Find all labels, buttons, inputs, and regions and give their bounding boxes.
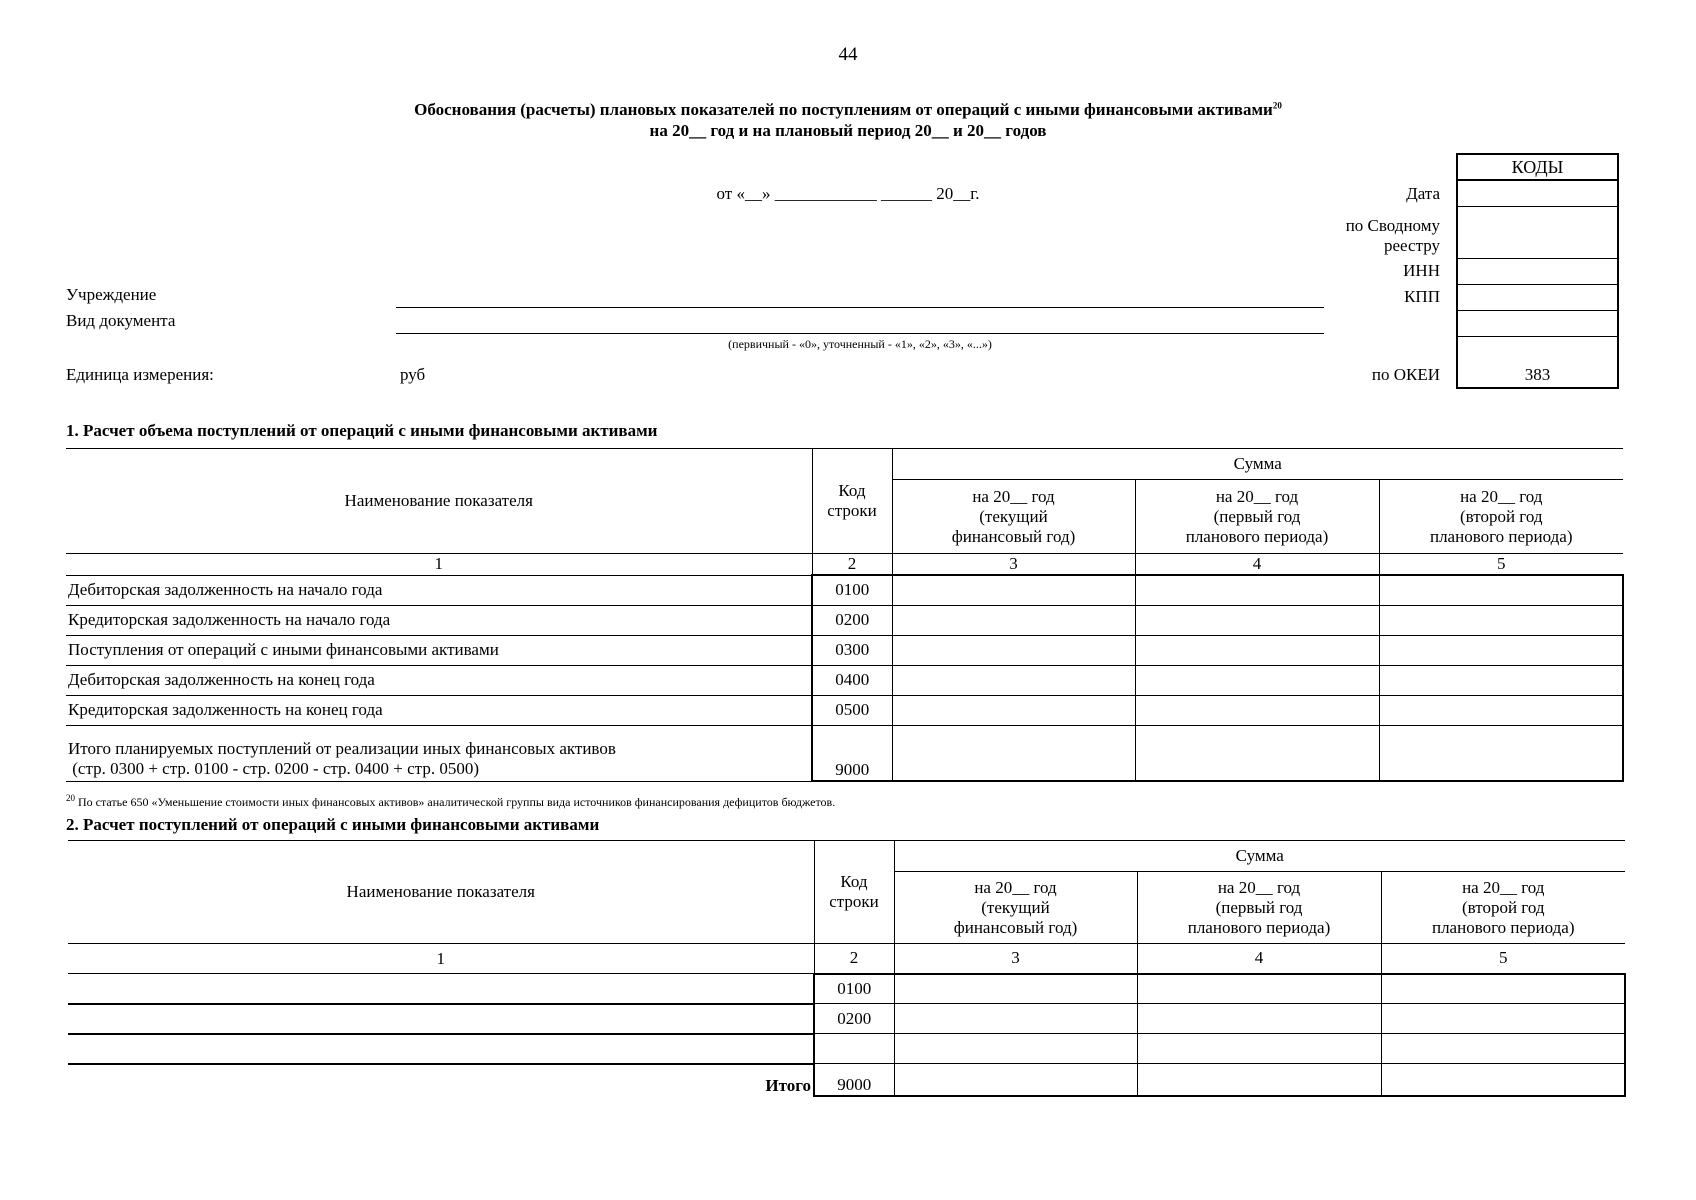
- table-row: [68, 1034, 1625, 1064]
- s2-cell-col4[interactable]: [1137, 974, 1381, 1004]
- code-kpp-field[interactable]: [1458, 285, 1617, 311]
- s2-row-code: [814, 1034, 894, 1064]
- s2-header-col5: на 20__ год (второй год планового периода): [1381, 872, 1625, 944]
- footnote: [66, 795, 835, 810]
- section2-table: [68, 840, 1626, 1097]
- s2-row-name[interactable]: [68, 1004, 814, 1034]
- table-row: [66, 665, 1623, 695]
- label-institution: Учреждение: [66, 285, 157, 304]
- s2-row-code: 0100: [814, 974, 894, 1004]
- institution-field-line[interactable]: [396, 307, 1324, 308]
- s1-total-col5[interactable]: [1379, 725, 1623, 781]
- s2-cell-col5[interactable]: [1381, 1034, 1625, 1064]
- codes-box: [1456, 153, 1619, 389]
- s2-cell-col4[interactable]: [1137, 1034, 1381, 1064]
- form-title-text: Обоснования (расчеты) плановых показателей по поступлениям от операций с иными финансовыми активами: [414, 100, 1273, 119]
- s1-cell-col4[interactable]: [1135, 695, 1379, 725]
- s2-header-name: Наименование показателя: [68, 841, 814, 944]
- s1-cell-col3[interactable]: [892, 635, 1135, 665]
- s1-colnum-5: 5: [1379, 554, 1623, 576]
- s2-cell-col3[interactable]: [894, 974, 1137, 1004]
- s2-row-name[interactable]: [68, 974, 814, 1004]
- label-svodny-line2: реестру: [1384, 236, 1440, 255]
- s2-colnum-1: 1: [68, 944, 814, 974]
- s2-colnum-4: 4: [1137, 944, 1381, 974]
- s2-total-code: 9000: [814, 1064, 894, 1096]
- label-svodny-line1: по Сводному: [1345, 216, 1440, 235]
- codes-header: КОДЫ: [1458, 155, 1617, 181]
- s1-row-code: 0200: [812, 605, 892, 635]
- page-number: 44: [838, 44, 858, 65]
- label-doctype: Вид документа: [66, 311, 176, 330]
- form-subtitle: на 20__ год и на плановый период 20__ и 20__ годов: [649, 121, 1047, 140]
- s1-header-col3: на 20__ год (текущий финансовый год): [892, 480, 1135, 554]
- s1-cell-col4[interactable]: [1135, 575, 1379, 605]
- footnote-mark: 20: [66, 793, 75, 803]
- s2-header-code: Код строки: [814, 841, 894, 944]
- s2-total-col5[interactable]: [1381, 1064, 1625, 1096]
- s1-cell-col3[interactable]: [892, 665, 1135, 695]
- s2-cell-col3[interactable]: [894, 1034, 1137, 1064]
- s1-row-name: Дебиторская задолженность на начало года: [66, 575, 812, 605]
- s1-row-code: 0500: [812, 695, 892, 725]
- s1-cell-col5[interactable]: [1379, 635, 1623, 665]
- s1-cell-col4[interactable]: [1135, 635, 1379, 665]
- s1-total-col3[interactable]: [892, 725, 1135, 781]
- code-okei-field[interactable]: 383: [1524, 365, 1551, 384]
- label-okei: по ОКЕИ: [1371, 365, 1440, 384]
- s1-colnum-1: 1: [66, 554, 812, 576]
- table-row: [66, 605, 1623, 635]
- s1-row-name: Кредиторская задолженность на начало года: [66, 605, 812, 635]
- section1-table: [66, 448, 1624, 782]
- s1-row-name: Кредиторская задолженность на конец года: [66, 695, 812, 725]
- s1-cell-col3[interactable]: [892, 695, 1135, 725]
- s1-cell-col4[interactable]: [1135, 665, 1379, 695]
- table-row-total: [66, 725, 1623, 781]
- table-row: [66, 695, 1623, 725]
- s2-cell-col5[interactable]: [1381, 974, 1625, 1004]
- s1-cell-col3[interactable]: [892, 605, 1135, 635]
- s2-header-col4: на 20__ год (первый год планового периода): [1137, 872, 1381, 944]
- s2-total-col3[interactable]: [894, 1064, 1137, 1096]
- s1-row-name: Поступления от операций с иными финансовыми активами: [66, 635, 812, 665]
- table-row: [66, 635, 1623, 665]
- s1-cell-col5[interactable]: [1379, 575, 1623, 605]
- s2-row-name[interactable]: [68, 1034, 814, 1064]
- doctype-field-line[interactable]: [396, 333, 1324, 334]
- table-row: [66, 575, 1623, 605]
- s1-row-code: 0100: [812, 575, 892, 605]
- s1-total-code: 9000: [812, 725, 892, 781]
- s1-total-col4[interactable]: [1135, 725, 1379, 781]
- code-inn-field[interactable]: [1458, 259, 1617, 285]
- code-svodny-field[interactable]: [1458, 207, 1617, 259]
- s1-row-name: Дебиторская задолженность на конец года: [66, 665, 812, 695]
- section2-title: 2. Расчет поступлений от операций с иными финансовыми активами: [66, 815, 600, 834]
- s2-cell-col5[interactable]: [1381, 1004, 1625, 1034]
- s1-cell-col5[interactable]: [1379, 695, 1623, 725]
- s2-cell-col3[interactable]: [894, 1004, 1137, 1034]
- s2-colnum-2: 2: [814, 944, 894, 974]
- document-date-line: от «__» ____________ ______ 20__г.: [716, 184, 980, 203]
- s2-colnum-3: 3: [894, 944, 1137, 974]
- table-row-total: [68, 1064, 1625, 1096]
- label-inn: ИНН: [1403, 261, 1440, 280]
- s2-header-col3: на 20__ год (текущий финансовый год): [894, 872, 1137, 944]
- s1-cell-col5[interactable]: [1379, 665, 1623, 695]
- s2-row-code: 0200: [814, 1004, 894, 1034]
- s2-total-label: Итого: [765, 1075, 811, 1095]
- s1-colnum-3: 3: [892, 554, 1135, 576]
- s1-cell-col4[interactable]: [1135, 605, 1379, 635]
- footnote-text: По статье 650 «Уменьшение стоимости иных финансовых активов» аналитической группы вида источников финансирования дефицитов бюджетов.: [75, 795, 836, 809]
- s1-header-col4: на 20__ год (первый год планового периода): [1135, 480, 1379, 554]
- code-doctype-field[interactable]: [1458, 311, 1617, 337]
- label-date: Дата: [1406, 184, 1440, 203]
- s1-colnum-2: 2: [812, 554, 892, 576]
- label-unit: Единица измерения:: [66, 365, 214, 384]
- section1-title: 1. Расчет объема поступлений от операций с иными финансовыми активами: [66, 421, 658, 440]
- table-row: [68, 1004, 1625, 1034]
- code-date-field[interactable]: [1458, 181, 1617, 207]
- s2-cell-col4[interactable]: [1137, 1004, 1381, 1034]
- table-row: [68, 974, 1625, 1004]
- doctype-hint: (первичный - «0», уточненный - «1», «2», «3», «...»): [728, 337, 992, 351]
- s1-row-code: 0300: [812, 635, 892, 665]
- label-kpp: КПП: [1404, 287, 1440, 306]
- s1-total-name: Итого планируемых поступлений от реализации иных финансовых активов (стр. 0300 + стр. 0100 - стр. 0200 - стр. 0400 + стр. 0500): [66, 725, 812, 781]
- form-title: [0, 100, 1696, 120]
- s1-header-sum: Сумма: [892, 449, 1623, 480]
- s1-header-code: Код строки: [812, 449, 892, 554]
- s1-row-code: 0400: [812, 665, 892, 695]
- s1-cell-col5[interactable]: [1379, 605, 1623, 635]
- footnote-ref-mark: 20: [1272, 100, 1282, 111]
- s2-header-sum: Сумма: [894, 841, 1625, 872]
- s2-colnum-5: 5: [1381, 944, 1625, 974]
- s1-colnum-4: 4: [1135, 554, 1379, 576]
- s1-header-name: Наименование показателя: [66, 449, 812, 554]
- s1-cell-col3[interactable]: [892, 575, 1135, 605]
- s2-total-col4[interactable]: [1137, 1064, 1381, 1096]
- unit-value: руб: [400, 365, 426, 384]
- s1-header-col5: на 20__ год (второй год планового периода): [1379, 480, 1623, 554]
